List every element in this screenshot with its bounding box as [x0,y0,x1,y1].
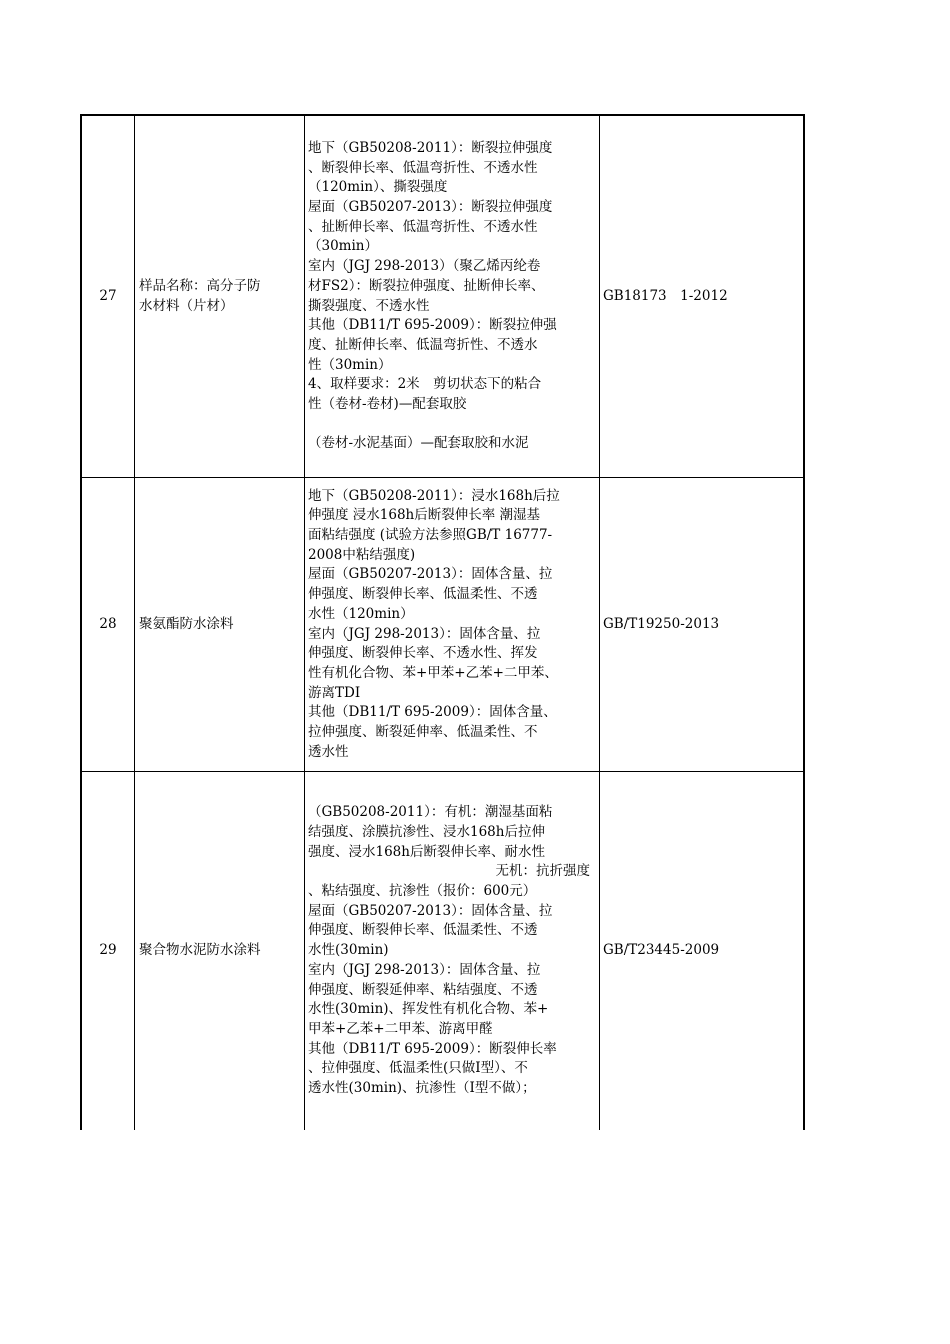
standard-cell: GB18173 1-2012 [600,115,805,478]
test-item-line: 伸强度、断裂伸长率、低温柔性、不透 [308,586,538,603]
test-item-line: 其他（DB11/T 695-2009）：断裂拉伸强 [308,317,557,334]
test-item-line: 2008中粘结强度) [308,546,416,563]
test-item-line: 游离TDI [308,684,361,701]
row-number: 28 [81,478,135,772]
test-item-line: 材FS2）：断裂拉伸强度、扯断伸长率、 [308,277,545,294]
spec-table-body [81,115,804,1130]
test-item-line: 性有机化合物、苯+甲苯+乙苯+二甲苯、 [308,664,558,681]
test-item-line: 强度、浸水168h后断裂伸长率、耐水性 [308,843,545,860]
test-item-line: 伸强度、断裂伸长率、不透水性、挥发 [308,645,538,662]
test-item-line: 室内（JGJ 298-2013）：固体含量、拉 [308,961,541,978]
table-row [81,772,804,1131]
sample-name-line: 聚合物水泥防水涂料 [139,942,261,959]
row-number: 29 [81,772,135,1131]
test-item-line: 、扯断伸长率、低温弯折性、不透水性 [308,218,538,235]
test-items-cell [305,115,600,478]
test-item-line: 水性(30min)、挥发性有机化合物、苯+ [308,1001,549,1018]
standard-cell: GB/T19250-2013 [600,478,805,772]
spec-table [80,114,805,1130]
test-item-line: 性（卷材-卷材)—配套取胶 [308,395,467,412]
test-item-line: 撕裂强度、不透水性 [308,297,430,314]
test-item-line: 屋面（GB50207-2013）：固体含量、拉 [308,566,553,583]
test-item-line: 结强度、涂膜抗渗性、浸水168h后拉伸 [308,824,545,841]
sample-name-cell [135,478,305,772]
table-row [81,478,804,772]
test-item-line: 、粘结强度、抗渗性（报价：600元） [308,883,537,900]
test-item-line [308,415,598,435]
test-item-line: 无机：抗折强度 [495,863,590,880]
test-item-line: 伸强度 浸水168h后断裂伸长率 潮湿基 [308,507,541,524]
test-item-line: 地下（GB50208-2011）：浸水168h后拉 [308,487,560,504]
table-row [81,115,804,478]
test-item-line: 透水性 [308,743,349,760]
sample-name-line: 聚氨酯防水涂料 [139,615,234,632]
test-item-line: （卷材-水泥基面）—配套取胶和水泥 [308,435,529,452]
test-item-line: 室内（JGJ 298-2013）：固体含量、拉 [308,625,541,642]
test-item-line: 其他（DB11/T 695-2009）：固体含量、 [308,704,557,721]
test-item-line: 面粘结强度 (试验方法参照GB/T 16777- [308,527,553,544]
sample-name-line: 样品名称：高分子防 [139,277,261,294]
test-item-line: 度、扯断伸长率、低温弯折性、不透水 [308,336,538,353]
standard-cell: GB/T23445-2009 [600,772,805,1131]
test-item-line: 地下（GB50208-2011）：断裂拉伸强度 [308,140,553,156]
test-item-line: 、断裂伸长率、低温弯折性、不透水性 [308,159,538,176]
test-item-line: 、拉伸强度、低温柔性(只做I型）、不 [308,1060,528,1077]
test-item-line: （120min）、撕裂强度 [308,179,448,196]
test-item-line: 室内（JGJ 298-2013）（聚乙烯丙纶卷 [308,258,541,275]
test-items-cell [305,772,600,1131]
test-item-line: 性（30min） [308,356,392,373]
sample-name-line: 水材料（片材） [139,297,234,314]
row-number: 27 [81,115,135,478]
sample-name-cell [135,115,305,478]
test-item-line: 4、取样要求：2米 剪切状态下的粘合 [308,376,542,393]
test-item-line: 水性（120min） [308,605,414,622]
test-item-line: 透水性(30min)、抗渗性（I型不做）； [308,1079,536,1096]
test-item-line: 伸强度、断裂延伸率、粘结强度、不透 [308,981,538,998]
test-items-cell [305,478,600,772]
test-item-line: （30min） [308,238,378,255]
test-item-line: 水性(30min) [308,942,389,959]
test-item-line: 屋面（GB50207-2013）：断裂拉伸强度 [308,199,553,216]
test-item-line: 屋面（GB50207-2013）：固体含量、拉 [308,902,553,919]
sample-name-cell [135,772,305,1131]
test-item-line: 伸强度、断裂伸长率、低温柔性、不透 [308,922,538,939]
test-item-line: （GB50208-2011）：有机：潮湿基面粘 [308,804,553,821]
spec-table-container [80,114,805,1130]
test-item-line: 甲苯+乙苯+二甲苯、游离甲醛 [308,1020,493,1037]
test-item-line: 拉伸强度、断裂延伸率、低温柔性、不 [308,723,538,740]
test-item-line: 其他（DB11/T 695-2009）：断裂伸长率 [308,1040,557,1057]
